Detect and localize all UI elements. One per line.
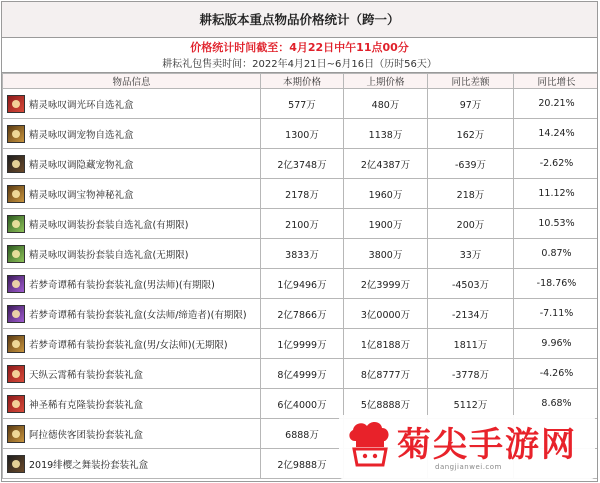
- current-price-cell: 1亿9999万: [261, 329, 344, 359]
- difference-cell: 162万: [428, 119, 514, 149]
- previous-price-cell: 1138万: [344, 119, 428, 149]
- previous-price-cell: 3亿0000万: [344, 299, 428, 329]
- item-name: 若梦奇谭稀有装扮套装礼盒(男法师)(有期限): [29, 279, 215, 291]
- current-price-cell: 2100万: [261, 209, 344, 239]
- item-name: 天纵云霄稀有装扮套装礼盒: [29, 369, 144, 381]
- gift-box-icon: [7, 245, 25, 263]
- chef-hat-logo-icon: [345, 419, 393, 469]
- item-info-cell: [3, 359, 261, 389]
- growth-cell: -4.26%: [514, 359, 599, 389]
- current-price-cell: 1亿9496万: [261, 269, 344, 299]
- gift-box-icon: [7, 275, 25, 293]
- item-info-cell: [3, 209, 261, 239]
- difference-cell: -3778万: [428, 359, 514, 389]
- column-header-item-info: 物品信息: [3, 74, 261, 89]
- item-info-cell: [3, 179, 261, 209]
- current-price-cell: 2亿3748万: [261, 149, 344, 179]
- gift-box-icon: [7, 335, 25, 353]
- previous-price-cell: 5亿8888万: [344, 389, 428, 419]
- table-row: [3, 239, 599, 269]
- growth-cell: 14.24%: [514, 119, 599, 149]
- difference-cell: 200万: [428, 209, 514, 239]
- current-price-cell: 2178万: [261, 179, 344, 209]
- current-price-cell: 577万: [261, 89, 344, 119]
- item-info-cell: [3, 419, 261, 449]
- item-info-cell: [3, 269, 261, 299]
- table-row: [3, 389, 599, 419]
- item-name: 神圣稀有克隆装扮套装礼盒: [29, 399, 144, 411]
- item-name: 精灵咏叹调宠物自选礼盒: [29, 129, 134, 141]
- table-row: [3, 299, 599, 329]
- previous-price-cell: 2亿3999万: [344, 269, 428, 299]
- current-price-cell: 2亿9888万: [261, 449, 344, 479]
- current-price-cell: 6亿4000万: [261, 389, 344, 419]
- item-name: 若梦奇谭稀有装扮套装礼盒(男/女法师)(无期限): [29, 339, 228, 351]
- growth-cell: 9.96%: [514, 329, 599, 359]
- site-watermark: [339, 415, 595, 479]
- gift-box-icon: [7, 185, 25, 203]
- item-name: 精灵咏叹调装扮套装自选礼盒(无期限): [29, 249, 189, 261]
- column-header-difference: 同比差额: [428, 74, 514, 89]
- item-info-cell: [3, 449, 261, 479]
- table-row: [3, 209, 599, 239]
- item-info-cell: [3, 119, 261, 149]
- item-name: 精灵咏叹调光环自选礼盒: [29, 99, 134, 111]
- item-info-cell: [3, 149, 261, 179]
- difference-cell: 218万: [428, 179, 514, 209]
- current-price-cell: 1300万: [261, 119, 344, 149]
- growth-cell: 8.68%: [514, 389, 599, 419]
- previous-price-cell: 1900万: [344, 209, 428, 239]
- gift-box-icon: [7, 125, 25, 143]
- price-statistics-sheet: [1, 1, 598, 482]
- table-row: [3, 329, 599, 359]
- sheet-title: 耕耘版本重点物品价格统计（跨一）: [2, 2, 597, 38]
- table-header-row: [3, 74, 599, 89]
- deadline-date: 4月22日中午11点00分: [289, 41, 409, 54]
- previous-price-cell: 1亿8188万: [344, 329, 428, 359]
- table-row: [3, 179, 599, 209]
- item-name: 阿拉德侠客团装扮套装礼盒: [29, 429, 144, 441]
- item-info-cell: [3, 389, 261, 419]
- previous-price-cell: 2亿4387万: [344, 149, 428, 179]
- current-price-cell: 2亿7866万: [261, 299, 344, 329]
- column-header-growth: 同比增长: [514, 74, 599, 89]
- item-info-cell: [3, 329, 261, 359]
- table-row: [3, 119, 599, 149]
- item-info-cell: [3, 239, 261, 269]
- growth-cell: -2.62%: [514, 149, 599, 179]
- difference-cell: 33万: [428, 239, 514, 269]
- growth-cell: 0.87%: [514, 239, 599, 269]
- watermark-text: 菊尖手游网: [397, 425, 577, 465]
- gift-box-icon: [7, 395, 25, 413]
- difference-cell: -2134万: [428, 299, 514, 329]
- item-name: 精灵咏叹调隐藏宠物礼盒: [29, 159, 134, 171]
- table-row: [3, 359, 599, 389]
- growth-cell: 20.21%: [514, 89, 599, 119]
- table-row: [3, 89, 599, 119]
- deadline-line: [2, 38, 597, 57]
- watermark-url: dangjianwei.com: [435, 463, 502, 471]
- gift-box-icon: [7, 425, 25, 443]
- item-name: 若梦奇谭稀有装扮套装礼盒(女法师/缔造者)(有期限): [29, 309, 247, 321]
- current-price-cell: 6888万: [261, 419, 344, 449]
- current-price-cell: 8亿4999万: [261, 359, 344, 389]
- column-header-previous-price: 上期价格: [344, 74, 428, 89]
- gift-box-icon: [7, 305, 25, 323]
- item-name: 精灵咏叹调宝物神秘礼盒: [29, 189, 134, 201]
- gift-box-icon: [7, 455, 25, 473]
- item-info-cell: [3, 89, 261, 119]
- item-name: 2019绯樱之舞装扮套装礼盒: [29, 459, 149, 471]
- difference-cell: 5112万: [428, 389, 514, 419]
- gift-box-icon: [7, 95, 25, 113]
- gift-box-icon: [7, 365, 25, 383]
- table-row: [3, 269, 599, 299]
- growth-cell: 10.53%: [514, 209, 599, 239]
- difference-cell: 1811万: [428, 329, 514, 359]
- column-header-current-price: 本期价格: [261, 74, 344, 89]
- difference-cell: -639万: [428, 149, 514, 179]
- item-info-cell: [3, 299, 261, 329]
- growth-cell: -18.76%: [514, 269, 599, 299]
- gift-box-icon: [7, 215, 25, 233]
- gift-box-icon: [7, 155, 25, 173]
- growth-cell: -7.11%: [514, 299, 599, 329]
- previous-price-cell: 480万: [344, 89, 428, 119]
- difference-cell: -4503万: [428, 269, 514, 299]
- current-price-cell: 3833万: [261, 239, 344, 269]
- deadline-label: 价格统计时间截至：: [190, 41, 290, 54]
- difference-cell: 97万: [428, 89, 514, 119]
- table-row: [3, 149, 599, 179]
- previous-price-cell: 1960万: [344, 179, 428, 209]
- item-name: 精灵咏叹调装扮套装自选礼盒(有期限): [29, 219, 189, 231]
- sale-period-line: 耕耘礼包售卖时间：2022年4月21日~6月16日（历时56天）: [2, 57, 597, 73]
- growth-cell: 11.12%: [514, 179, 599, 209]
- previous-price-cell: 8亿8777万: [344, 359, 428, 389]
- previous-price-cell: 3800万: [344, 239, 428, 269]
